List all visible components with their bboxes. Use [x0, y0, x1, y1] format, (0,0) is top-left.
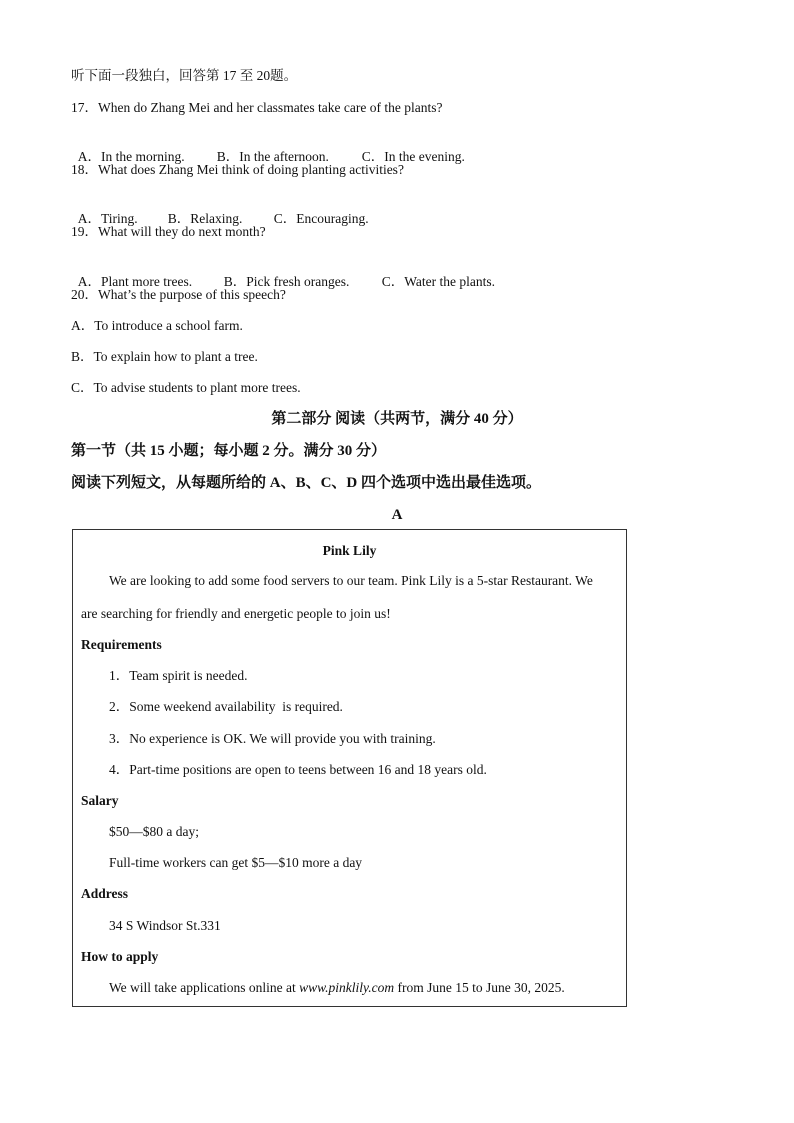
apply-heading: How to apply [81, 949, 159, 964]
reading-instruction: 阅读下列短文，从每题所给的 A、B、C、D 四个选项中选出最佳选项。 [71, 475, 542, 491]
ad-intro-line-1: We are looking to add some food servers to our team. Pink Lily is a 5-star Restaurant. We [109, 573, 593, 588]
question-20-option-a: A．To introduce a school farm. [71, 318, 243, 333]
requirement-item: 1．Team spirit is needed. [109, 668, 248, 683]
address-heading: Address [81, 886, 129, 901]
apply-text-after: from June 15 to June 30, 2025. [394, 980, 565, 995]
address-text: 34 S Windsor St.331 [109, 918, 221, 933]
salary-line: Full-time workers can get $5—$10 more a day [109, 855, 363, 870]
option-c: C．Encouraging. [273, 211, 369, 226]
ad-title: Pink Lily [322, 543, 377, 558]
requirement-item: 3．No experience is OK. We will provide you with training. [109, 731, 436, 746]
part-two-title: 第二部分 阅读（共两节，满分 40 分） [271, 411, 523, 427]
section-one-title: 第一节（共 15 小题；每小题 2 分。满分 30 分） [71, 443, 387, 459]
ad-intro-line-2: are searching for friendly and energetic people to join us! [81, 606, 391, 621]
question-20-option-c: C．To advise students to plant more trees. [71, 380, 301, 395]
requirement-item: 2．Some weekend availability is required. [109, 699, 343, 714]
apply-text [109, 979, 565, 997]
question-20-option-b: B．To explain how to plant a tree. [71, 349, 258, 364]
question-17-stem: 17．When do Zhang Mei and her classmates take care of the plants? [71, 100, 443, 115]
listening-intro: 听下面一段独白，回答第 17 至 20题。 [71, 68, 298, 83]
apply-url-link: www.pinklily.com [299, 980, 395, 995]
option-c: C．In the evening. [361, 149, 465, 164]
question-19-stem: 19．What will they do next month? [71, 224, 266, 239]
option-a: A．Plant more trees. [77, 274, 193, 289]
option-a: A．Tiring. [77, 211, 138, 226]
passage-letter: A [391, 507, 403, 523]
question-20-stem: 20．What’s the purpose of this speech? [71, 287, 286, 302]
salary-line: $50—$80 a day; [109, 824, 199, 839]
apply-text-before: We will take applications online at [109, 980, 300, 995]
requirement-item: 4．Part-time positions are open to teens between 16 and 18 years old. [109, 762, 487, 777]
option-a: A．In the morning. [77, 149, 185, 164]
requirements-heading: Requirements [81, 637, 162, 652]
option-c: C．Water the plants. [381, 274, 496, 289]
salary-heading: Salary [81, 793, 119, 808]
option-b: B．Pick fresh oranges. [223, 274, 350, 289]
option-b: B．Relaxing. [167, 211, 243, 226]
question-18-stem: 18．What does Zhang Mei think of doing planting activities? [71, 162, 404, 177]
option-b: B．In the afternoon. [216, 149, 329, 164]
job-ad-box [72, 529, 627, 1007]
